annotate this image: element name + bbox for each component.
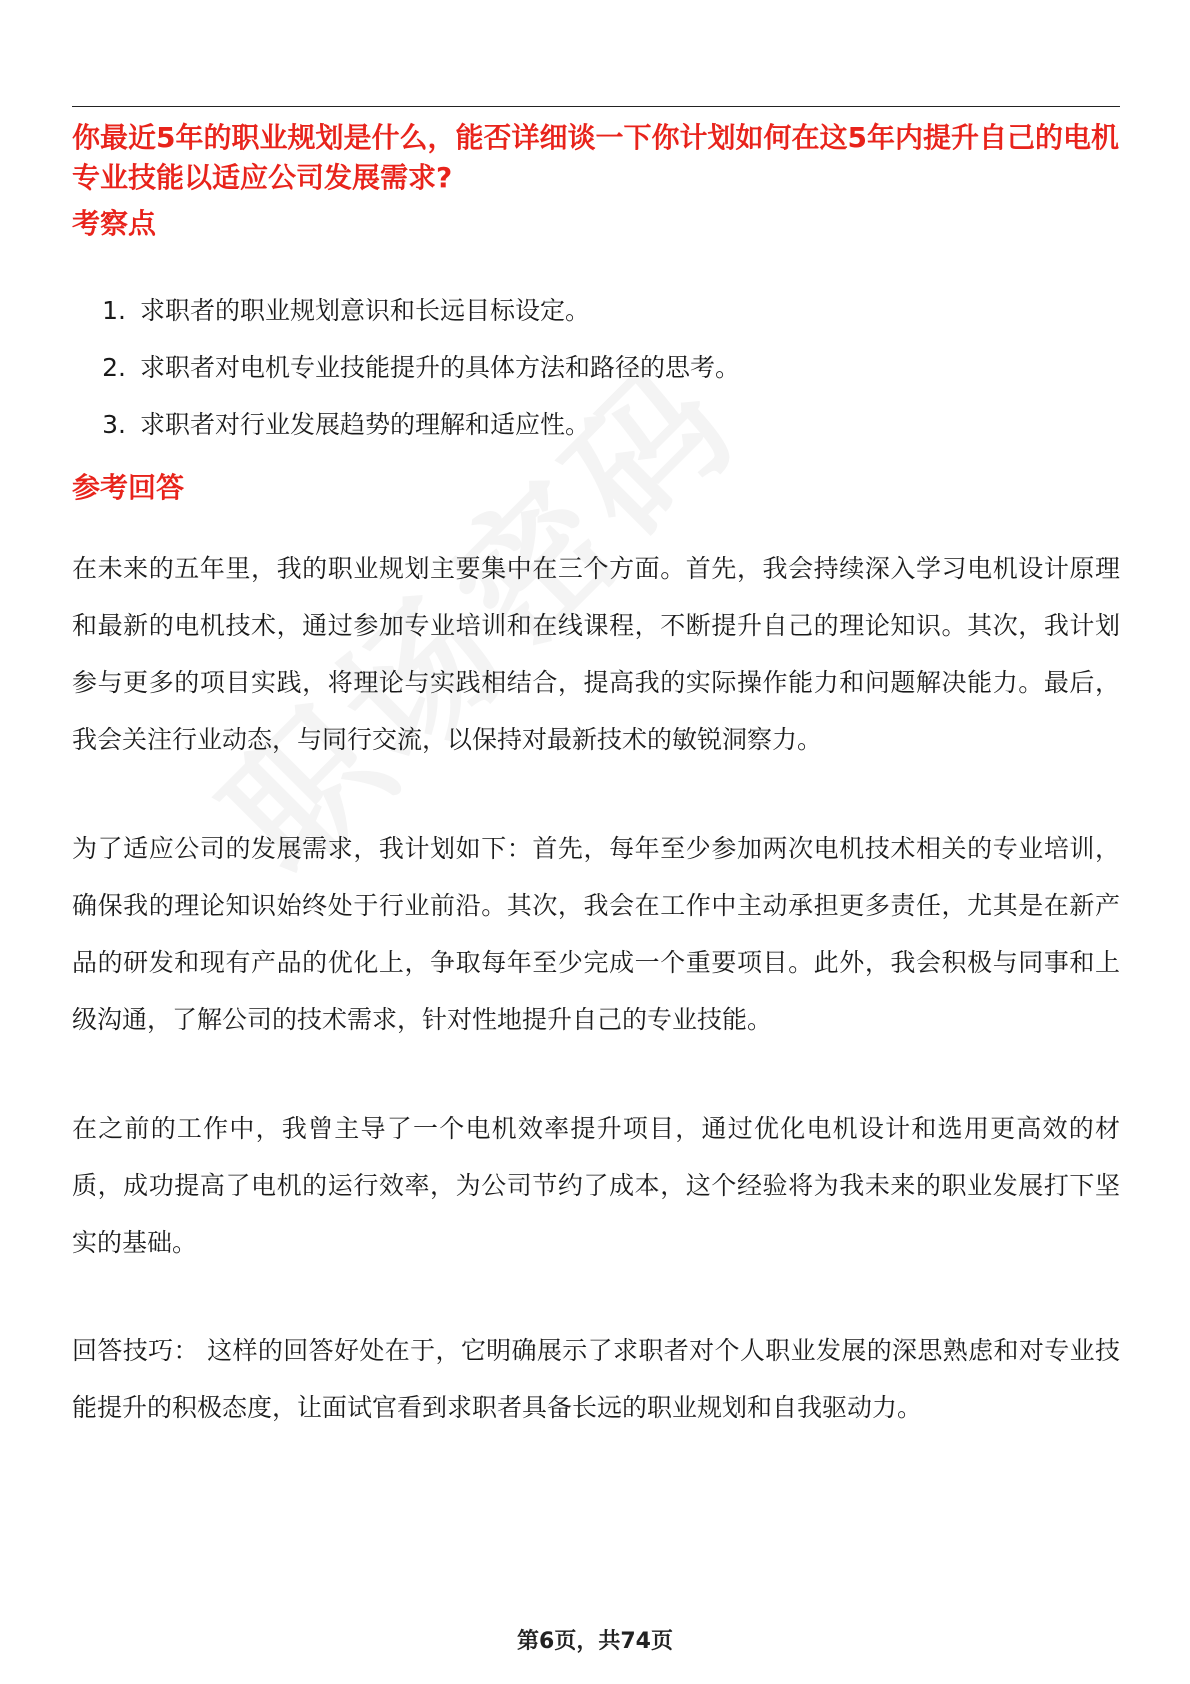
list-item-number: 1. <box>102 296 126 325</box>
list-item-number: 3. <box>102 410 126 439</box>
list-item-text: 求职者对行业发展趋势的理解和适应性。 <box>140 410 591 439</box>
top-divider <box>72 106 1120 107</box>
question-heading: 你最近5年的职业规划是什么，能否详细谈一下你计划如何在这5年内提升自己的电机专业技能以适应公司发展需求? <box>72 121 1119 194</box>
answer-paragraph: 在未来的五年里，我的职业规划主要集中在三个方面。首先，我会持续深入学习电机设计原理和最新的电机技术，通过参加专业培训和在线课程，不断提升自己的理论知识。其次，我计划参与更多的项目实践，将理论与实践相结合，提高我的实际操作能力和问题解决能力。最后，我会关注行业动态，与同行交流，以保持对最新技术的敏锐洞察力。 <box>72 554 1120 754</box>
answer-paragraph: 为了适应公司的发展需求，我计划如下：首先，每年至少参加两次电机技术相关的专业培训，确保我的理论知识始终处于行业前沿。其次，我会在工作中主动承担更多责任，尤其是在新产品的研发和现有产品的优化上，争取每年至少完成一个重要项目。此外，我会积极与同事和上级沟通，了解公司的技术需求，针对性地提升自己的专业技能。 <box>72 834 1120 1034</box>
focus-section-title: 考察点 <box>72 207 157 240</box>
list-item <box>72 407 1120 442</box>
page-number: 第6页，共74页 <box>517 1629 673 1654</box>
focus-points-list <box>72 293 1120 464</box>
answer-tips-paragraph: 回答技巧： 这样的回答好处在于，它明确展示了求职者对个人职业发展的深思熟虑和对专业技能提升的积极态度，让面试官看到求职者具备长远的职业规划和自我驱动力。 <box>72 1336 1120 1422</box>
list-item-text: 求职者的职业规划意识和长远目标设定。 <box>140 296 591 325</box>
list-item-number: 2. <box>102 353 126 382</box>
answer-section-title: 参考回答 <box>72 471 185 504</box>
list-item <box>72 293 1120 328</box>
answer-paragraph: 在之前的工作中，我曾主导了一个电机效率提升项目，通过优化电机设计和选用更高效的材质，成功提高了电机的运行效率，为公司节约了成本，这个经验将为我未来的职业发展打下坚实的基础。 <box>72 1114 1120 1257</box>
list-item <box>72 350 1120 385</box>
list-item-text: 求职者对电机专业技能提升的具体方法和路径的思考。 <box>140 353 741 382</box>
